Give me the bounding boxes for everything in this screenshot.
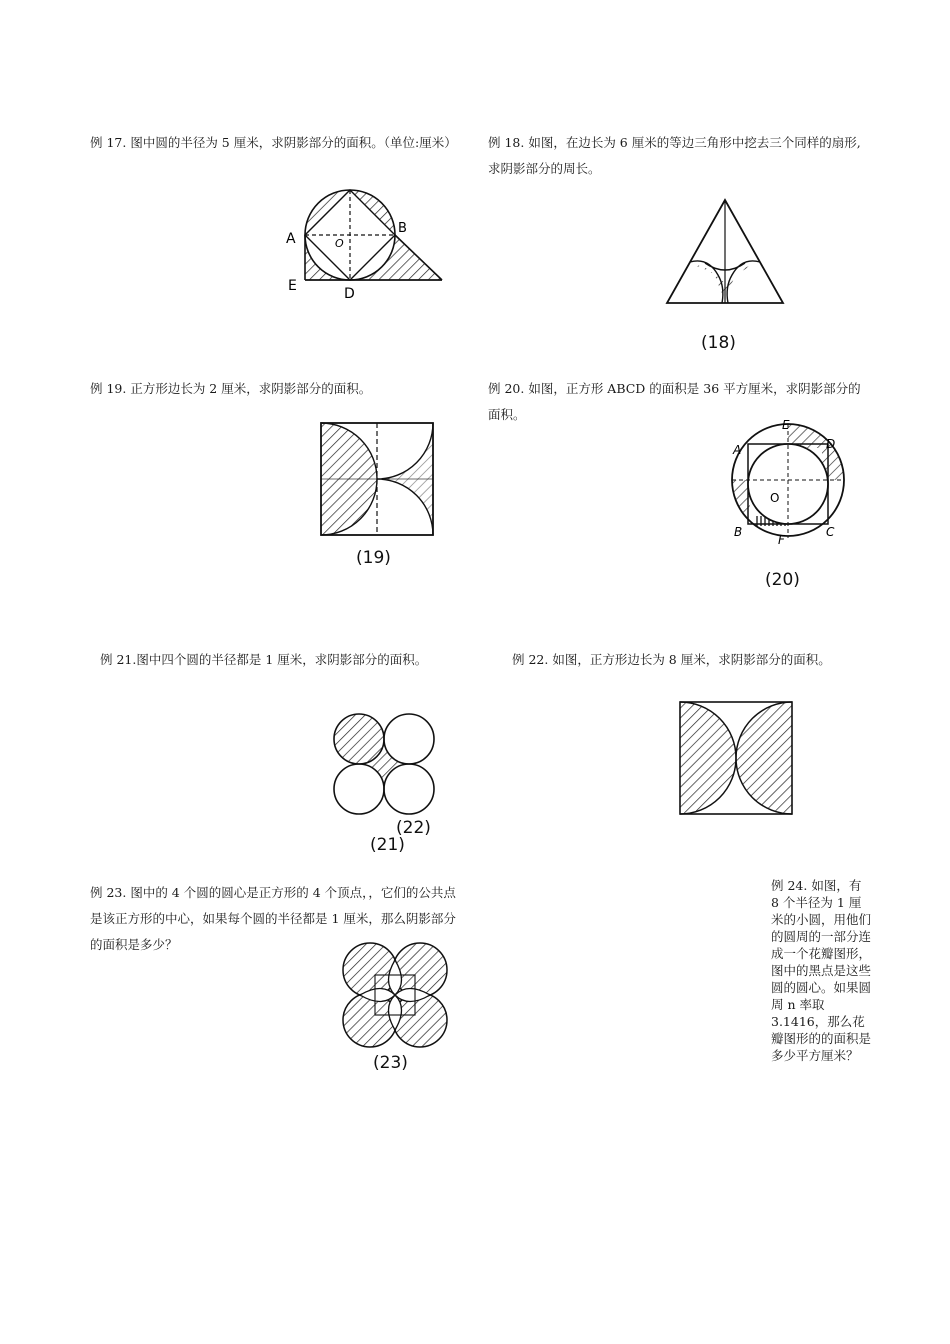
figure-18 — [660, 195, 790, 310]
caption-19: (19) — [356, 548, 391, 568]
caption-20: (20) — [765, 570, 800, 590]
problem-22-text: 例 22. 如图，正方形边长为 8 厘米，求阴影部分的面积。 — [512, 652, 831, 667]
figure-17 — [280, 180, 450, 300]
caption-18: (18) — [701, 333, 736, 353]
problem-23-text: 例 23. 图中的 4 个圆的圆心是正方形的 4 个顶点，，它们的公共点是该正方形的中心，如果每个圆的半径都是 1 厘米，那么阴影部分的面积是多少？ — [90, 885, 456, 952]
caption-21: (21) — [370, 835, 405, 855]
label-20-a: A — [733, 443, 742, 457]
problem-21-text: 例 21.图中四个圆的半径都是 1 厘米，求阴影部分的面积。 — [100, 652, 428, 667]
label-20-f: F — [778, 533, 785, 547]
label-17-b: B — [398, 221, 407, 236]
label-20-b: B — [734, 525, 743, 539]
figure-21 — [330, 710, 442, 822]
label-17-a: A — [286, 231, 296, 247]
figure-19 — [318, 420, 436, 538]
caption-22: (22) — [396, 818, 431, 838]
problem-18-text: 例 18. 如图，在边长为 6 厘米的等边三角形中挖去三个同样的扇形,求阴影部分的周长。 — [488, 135, 861, 176]
label-17-o: O — [335, 237, 344, 250]
label-20-o: O — [770, 491, 780, 505]
problem-19-text: 例 19. 正方形边长为 2 厘米，求阴影部分的面积。 — [90, 381, 372, 396]
figure-22 — [678, 700, 794, 816]
problem-17-text: 例 17. 图中圆的半径为 5 厘米，求阴影部分的面积。（单位:厘米） — [90, 135, 457, 150]
problem-20-text: 例 20. 如图，正方形 ABCD 的面积是 36 平方厘米，求阴影部分的面积。 — [488, 381, 861, 422]
figure-23 — [340, 940, 450, 1050]
problem-24-text: 例 24. 如图，有 8 个半径为 1 厘米的小圆，用他们的圆周的一部分连成一个花瓣图形，图中的黑点是这些圆的圆心。如果圆周 n 率取 3.1416，那么花瓣图形的的面积是多少平方厘米？ — [771, 878, 872, 1063]
label-20-e: E — [782, 418, 790, 432]
label-20-d: D — [826, 437, 836, 451]
figure-20 — [728, 418, 848, 547]
label-17-e: E — [288, 278, 297, 294]
label-17-d: D — [344, 286, 355, 302]
caption-23: (23) — [373, 1053, 408, 1073]
label-20-c: C — [826, 525, 835, 539]
